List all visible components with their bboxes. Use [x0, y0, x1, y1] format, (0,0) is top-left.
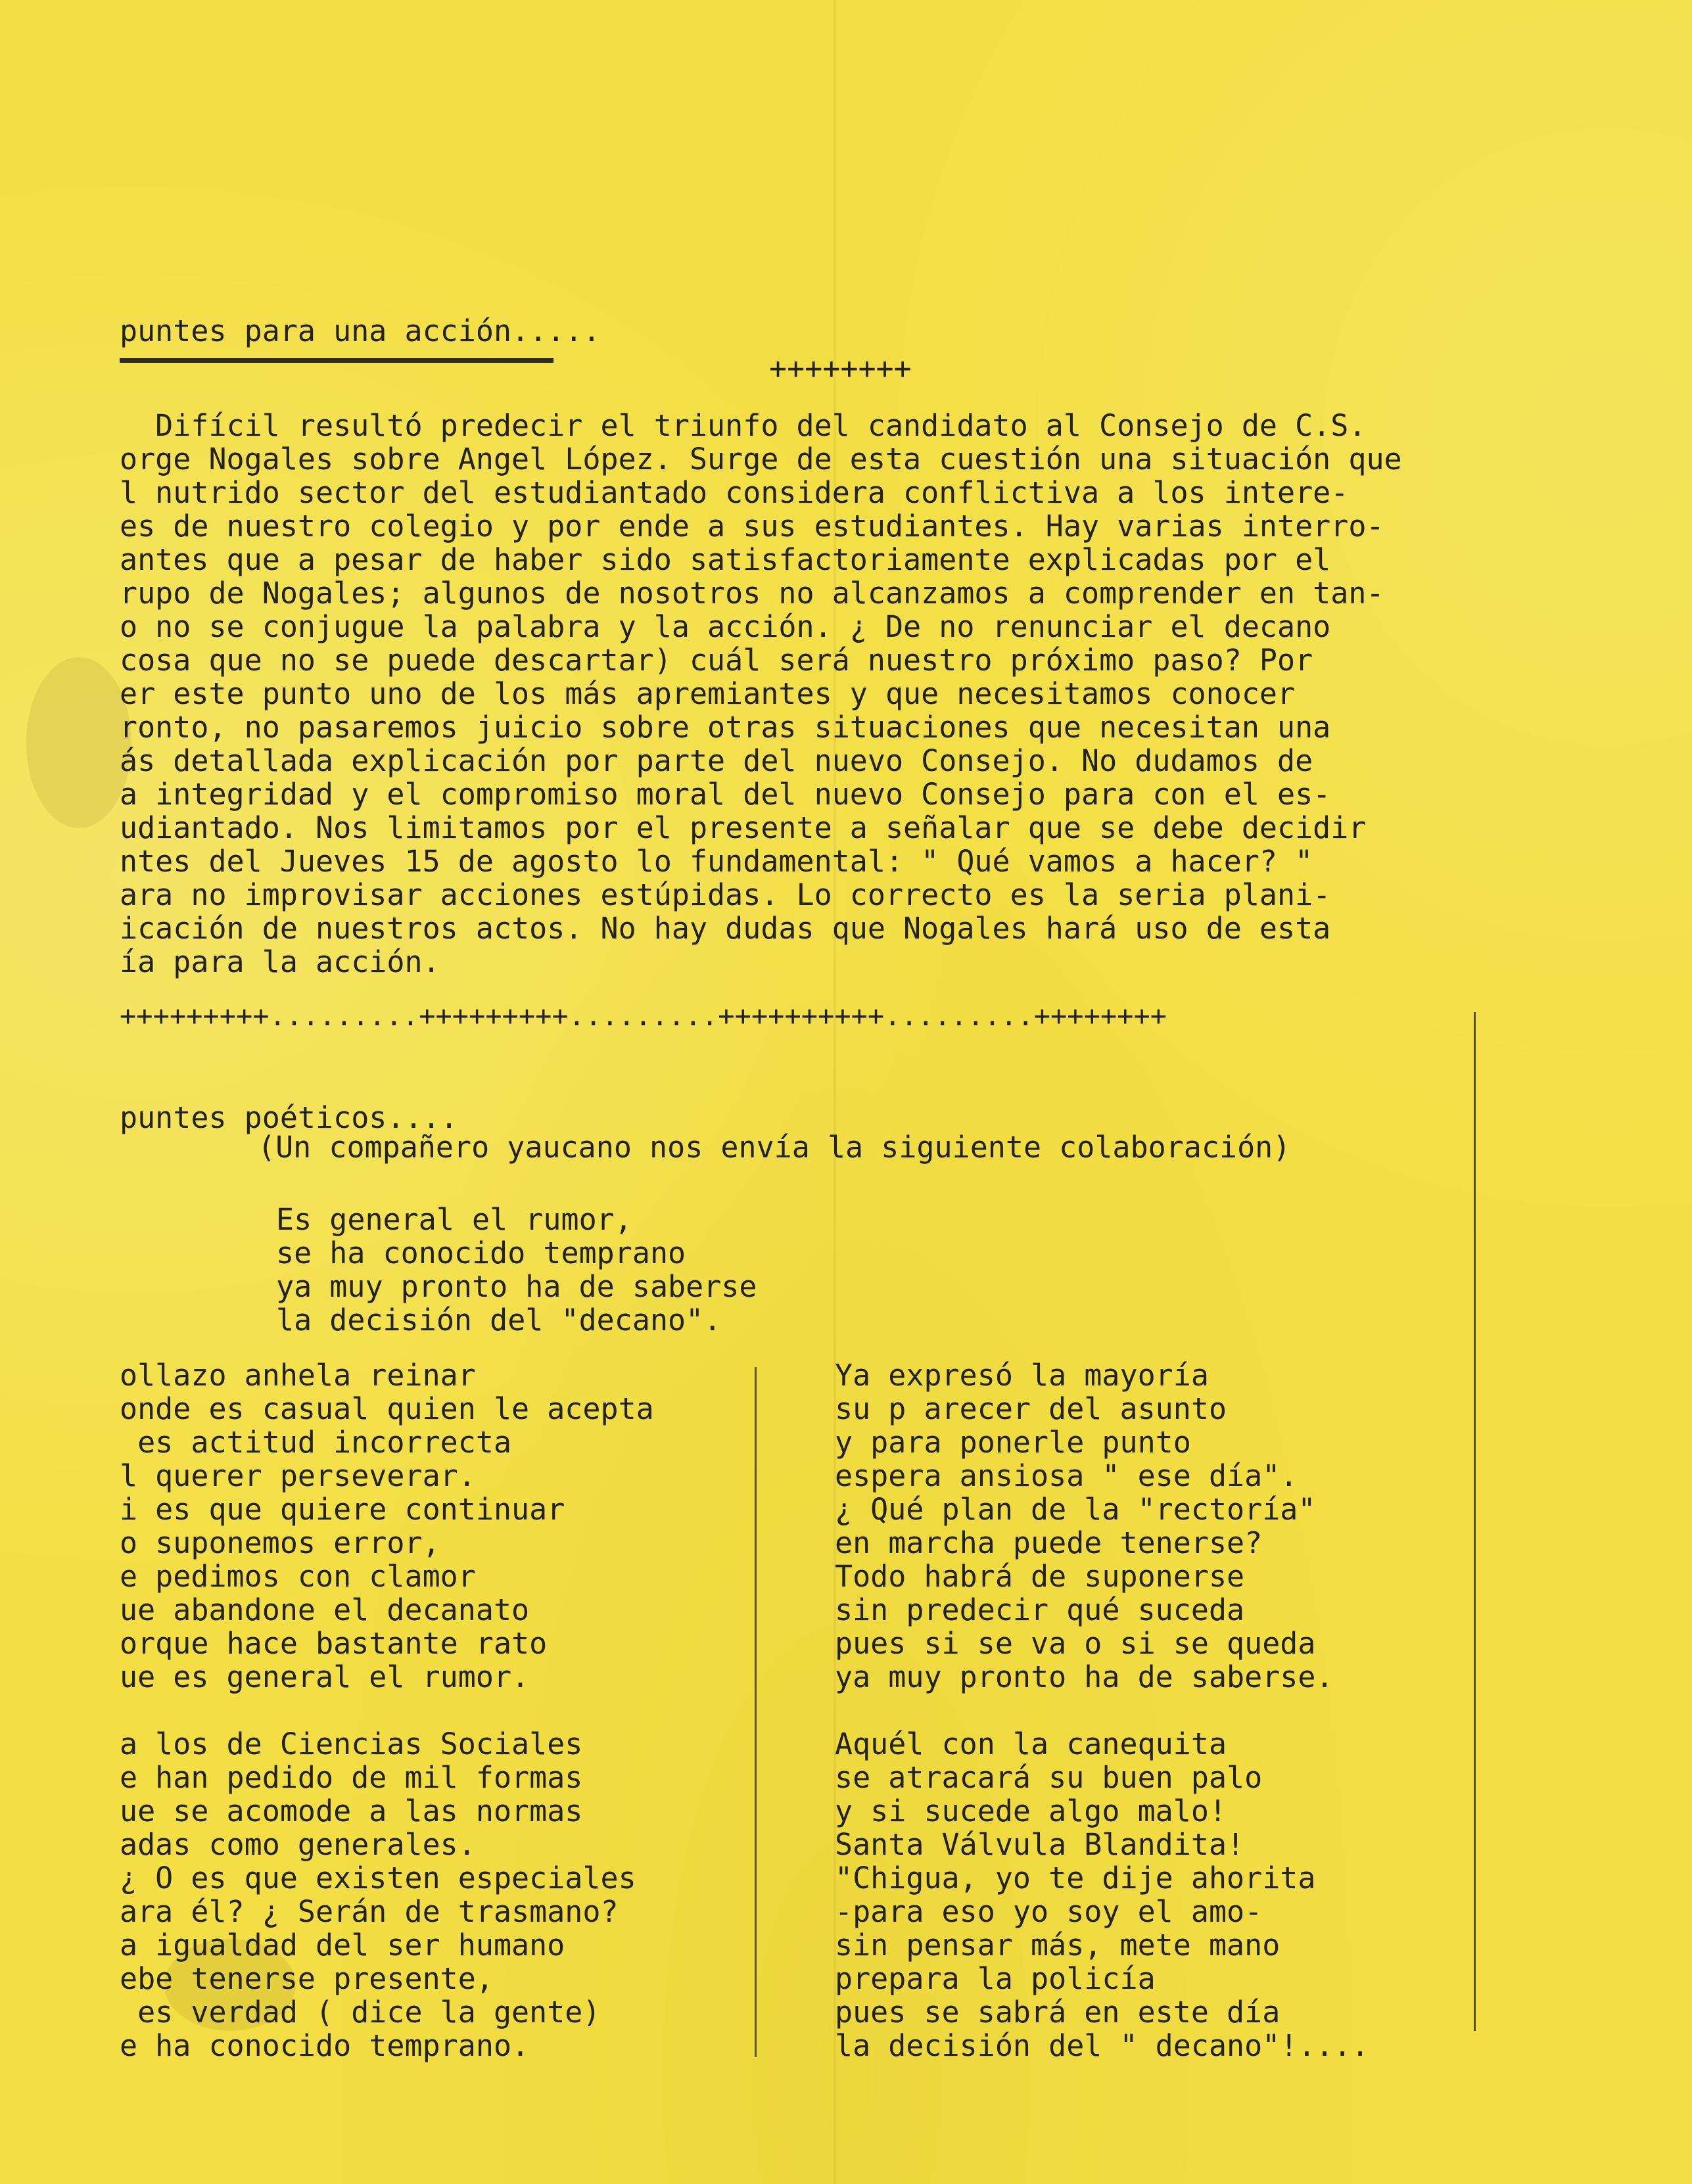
- poem-line: sin predecir qué suceda: [835, 1592, 1245, 1627]
- poem-line: e pedimos con clamor: [120, 1559, 476, 1594]
- section1-paragraph: [120, 409, 1402, 979]
- poem-line: pues si se va o si se queda: [835, 1626, 1316, 1661]
- paragraph-line: er este punto uno de los más apremiantes y que necesitamos conocer: [120, 676, 1296, 711]
- poem-line: y si sucede algo malo!: [835, 1794, 1227, 1828]
- paragraph-line: cosa que no se puede descartar) cuál será nuestro próximo paso? Por: [120, 643, 1313, 678]
- paragraph-line: o no se conjugue la palabra y la acción. ¿ De no renunciar el decano: [120, 609, 1331, 644]
- paragraph-line: Difícil resultó predecir el triunfo del candidato al Consejo de C.S.: [120, 408, 1367, 443]
- section1-heading: puntes para una acción.....: [120, 314, 601, 348]
- poem-line: es verdad ( dice la gente): [120, 1995, 601, 2030]
- right-margin-line: [1474, 1012, 1476, 2031]
- paragraph-line: ntes del Jueves 15 de agosto lo fundamental: " Qué vamos a hacer? ": [120, 844, 1313, 879]
- poem-line: ara él? ¿ Serán de trasmano?: [120, 1894, 619, 1929]
- poem-line: e ha conocido temprano.: [120, 2028, 530, 2063]
- section-separator: +++++++++.........+++++++++.........++++++++++.........++++++++: [120, 1000, 1167, 1032]
- poem-line: o suponemos error,: [120, 1525, 440, 1560]
- poem-line: ue abandone el decanato: [120, 1592, 530, 1627]
- paragraph-line: a integridad y el compromiso moral del nuevo Consejo para con el es-: [120, 777, 1331, 812]
- poem-left-column: [120, 1359, 654, 2062]
- section1-divider: ++++++++: [769, 351, 912, 386]
- poem-line: prepara la policía: [835, 1961, 1156, 1996]
- paragraph-line: ás detallada explicación por parte del nuevo Consejo. No dudamos de: [120, 743, 1313, 778]
- poem-line: adas como generales.: [120, 1827, 476, 1862]
- poem-line: l querer perseverar.: [120, 1458, 476, 1493]
- poem-line: ollazo anhela reinar: [120, 1358, 476, 1393]
- poem-line: -para eso yo soy el amo-: [835, 1894, 1263, 1929]
- paragraph-line: ronto, no pasaremos juicio sobre otras situaciones que necesitan una: [120, 710, 1331, 745]
- poem-line: [835, 1694, 1369, 1727]
- paragraph-line: ía para la acción.: [120, 944, 440, 979]
- poem-right-column: [835, 1359, 1369, 2062]
- poem-opening-stanza: [276, 1203, 757, 1337]
- poem-line: espera ansiosa " ese día".: [835, 1458, 1298, 1493]
- poem-line: en marcha puede tenerse?: [835, 1525, 1263, 1560]
- poem-line: i es que quiere continuar: [120, 1492, 565, 1527]
- poem-line: ya muy pronto ha de saberse: [276, 1269, 757, 1304]
- poem-line: ue se acomode a las normas: [120, 1794, 583, 1828]
- poem-line: Santa Válvula Blandita!: [835, 1827, 1245, 1862]
- poem-line: Aquél con la canequita: [835, 1727, 1227, 1761]
- paragraph-line: es de nuestro colegio y por ende a sus estudiantes. Hay varias interro-: [120, 509, 1384, 544]
- poem-line: a los de Ciencias Sociales: [120, 1727, 583, 1761]
- poem-line: su p arecer del asunto: [835, 1391, 1227, 1426]
- poem-line: e han pedido de mil formas: [120, 1760, 583, 1795]
- paragraph-line: rupo de Nogales; algunos de nosotros no alcanzamos a comprender en tan-: [120, 576, 1384, 611]
- poem-line: orque hace bastante rato: [120, 1626, 548, 1661]
- poem-line: es actitud incorrecta: [120, 1425, 512, 1460]
- section2-heading: puntes poéticos....: [120, 1100, 458, 1135]
- paragraph-line: udiantado. Nos limitamos por el presente a señalar que se debe decidir: [120, 810, 1367, 845]
- paragraph-line: orge Nogales sobre Angel López. Surge de esta cuestión una situación que: [120, 442, 1402, 476]
- paragraph-line: l nutrido sector del estudiantado considera conflictiva a los intere-: [120, 475, 1349, 510]
- poem-line: "Chigua, yo te dije ahorita: [835, 1861, 1316, 1895]
- poem-line: onde es casual quien le acepta: [120, 1391, 654, 1426]
- paragraph-line: antes que a pesar de haber sido satisfactoriamente explicadas por el: [120, 542, 1331, 577]
- poem-line: se atracará su buen palo: [835, 1760, 1263, 1795]
- poem-line: ebe tenerse presente,: [120, 1961, 494, 1996]
- poem-line: ¿ O es que existen especiales: [120, 1861, 636, 1895]
- paper-stain: [26, 657, 131, 828]
- collaboration-note: (Un compañero yaucano nos envía la siguiente colaboración): [258, 1130, 1291, 1165]
- column-divider-line: [755, 1367, 757, 2057]
- poem-line: se ha conocido temprano: [276, 1236, 686, 1270]
- poem-line: ¿ Qué plan de la "rectoría": [835, 1492, 1316, 1527]
- poem-line: sin pensar más, mete mano: [835, 1928, 1281, 1963]
- poem-line: Todo habrá de suponerse: [835, 1559, 1245, 1594]
- poem-line: Es general el rumor,: [276, 1202, 632, 1237]
- poem-line: pues se sabrá en este día: [835, 1995, 1281, 2030]
- poem-line: ya muy pronto ha de saberse.: [835, 1660, 1334, 1694]
- paragraph-line: icación de nuestros actos. No hay dudas que Nogales hará uso de esta: [120, 911, 1331, 946]
- poem-line: la decisión del "decano".: [276, 1303, 722, 1337]
- poem-line: [120, 1694, 654, 1727]
- poem-line: ue es general el rumor.: [120, 1660, 530, 1694]
- poem-line: Ya expresó la mayoría: [835, 1358, 1209, 1393]
- paragraph-line: ara no improvisar acciones estúpidas. Lo correcto es la seria plani-: [120, 877, 1331, 912]
- poem-line: y para ponerle punto: [835, 1425, 1191, 1460]
- poem-line: la decisión del " decano"!....: [835, 2028, 1369, 2063]
- heading-underline: [120, 358, 553, 363]
- poem-line: a igualdad del ser humano: [120, 1928, 565, 1963]
